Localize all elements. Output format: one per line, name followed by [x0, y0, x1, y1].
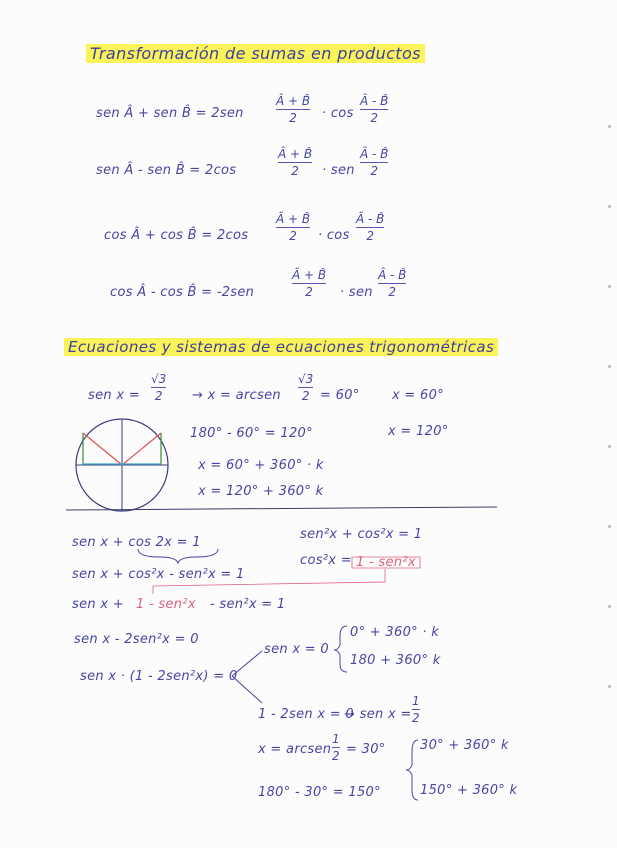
solution-1: x = 60°	[392, 388, 444, 403]
denominator: 2	[301, 389, 310, 403]
branch-2-supplementary: 180° - 30° = 150°	[258, 785, 381, 800]
section-title-sums-to-products	[86, 44, 425, 63]
denominator: 2	[289, 229, 297, 243]
branch-2-arcsen: x = arcsen	[258, 742, 332, 757]
equation-2: sen x + cos 2x = 1	[72, 535, 201, 550]
denominator: 2	[370, 164, 379, 178]
solution-2: x = 120°	[388, 424, 449, 439]
solution-brace-1	[334, 626, 347, 672]
formula-2-frac-1	[278, 147, 312, 178]
branch-1-equation: sen x = 0	[264, 642, 329, 657]
equation-1-lhs: sen x =	[88, 388, 140, 403]
margin-dot	[608, 605, 611, 608]
numerator: Â + B̂	[276, 94, 311, 108]
equation-1-frac	[151, 372, 166, 403]
numerator: 1	[332, 732, 340, 746]
branch-1-solution-2: 180 + 360° k	[350, 653, 441, 668]
denominator: 2	[332, 749, 340, 763]
branch-2-frac	[412, 694, 420, 725]
margin-dot	[608, 285, 611, 288]
formula-2-frac-2	[360, 147, 388, 178]
section-title-trig-equations	[64, 338, 498, 356]
branch-2-arcsen-frac	[332, 732, 340, 763]
section-separator	[66, 507, 497, 510]
margin-dot	[608, 125, 611, 128]
numerator: 1	[412, 694, 420, 708]
formula-4-frac-2	[378, 268, 406, 299]
margin-dot	[608, 685, 611, 688]
identity-2-lhs: cos²x =	[300, 553, 352, 568]
underbrace	[138, 549, 218, 563]
equation-2-factored: sen x · (1 - 2sen²x) = 0	[80, 669, 238, 684]
margin-dot	[608, 365, 611, 368]
final-solution-2: 150° + 360° k	[420, 783, 518, 798]
denominator: 2	[291, 164, 299, 178]
equation-2-step-1: sen x + cos²x - sen²x = 1	[72, 567, 245, 582]
numerator: √3	[298, 372, 314, 386]
formula-4-mid: · sen	[340, 285, 373, 300]
formula-1-mid: · cos	[322, 106, 354, 121]
margin-dot	[608, 445, 611, 448]
numerator: Â + B̂	[292, 268, 327, 282]
formula-4-frac-1	[292, 268, 326, 299]
denominator: 2	[289, 111, 297, 125]
highlighted-title: Ecuaciones y sistemas de ecuaciones trigonométricas	[64, 338, 498, 356]
numerator: Â + B̂	[278, 147, 313, 161]
denominator: 2	[388, 285, 397, 299]
branch-1-solution-1: 0° + 360° · k	[350, 625, 440, 640]
numerator: √3	[151, 372, 167, 386]
denominator: 2	[412, 711, 420, 725]
equation-2-step-3: sen x - 2sen²x = 0	[74, 632, 199, 647]
formula-4-left: cos Â - cos B̂ = -2sen	[110, 285, 255, 300]
final-solution-1: 30° + 360° k	[420, 738, 509, 753]
supplementary-angle: 180° - 60° = 120°	[190, 426, 313, 441]
numerator: Â - B̂	[360, 147, 389, 161]
formula-3-frac-2	[356, 212, 384, 243]
formula-2-mid: · sen	[322, 163, 355, 178]
equation-1-frac-2	[298, 372, 313, 403]
equation-1-arrow: → x = arcsen	[192, 388, 281, 403]
formula-3-frac-1	[276, 212, 310, 243]
solution-brace-2	[406, 740, 418, 800]
formula-2-left-text: sen Â - sen B̂ = 2cos	[96, 163, 237, 178]
highlighted-title: Transformación de sumas en productos	[86, 44, 425, 63]
branch-2-equation: 1 - 2sen x = 0	[258, 707, 354, 722]
formula-3-left: cos Â + cos B̂ = 2cos	[104, 228, 249, 243]
general-solution-1: x = 60° + 360° · k	[198, 458, 324, 473]
margin-dot	[608, 205, 611, 208]
denominator: 2	[366, 229, 375, 243]
equation-2-step-2c: - sen²x = 1	[210, 597, 286, 612]
numerator: Â + B̂	[276, 212, 311, 226]
denominator: 2	[305, 285, 313, 299]
branch-2-arrow: → sen x =	[344, 707, 412, 722]
formula-1-frac-1	[276, 94, 310, 125]
denominator: 2	[154, 389, 163, 403]
formula-3-mid: · cos	[318, 228, 350, 243]
equation-2-step-2a: sen x +	[72, 597, 124, 612]
equation-2-step-2b: 1 - sen²x	[136, 597, 196, 612]
identity-2-rhs: 1 - sen²x	[356, 555, 416, 570]
margin-dot	[608, 525, 611, 528]
unit-circle-diagram	[76, 419, 168, 511]
identity-1: sen²x + cos²x = 1	[300, 527, 423, 542]
denominator: 2	[370, 111, 379, 125]
formula-1-frac-2	[360, 94, 388, 125]
equation-1-result: = 60°	[320, 388, 360, 403]
formula-1-left: sen Â + sen B̂ = 2sen	[96, 106, 244, 121]
numerator: Â - B̂	[360, 94, 389, 108]
branch-2-result: = 30°	[346, 742, 386, 757]
general-solution-2: x = 120° + 360° k	[198, 484, 324, 499]
numerator: Â - B̂	[356, 212, 385, 226]
numerator: Â - B̂	[378, 268, 407, 282]
